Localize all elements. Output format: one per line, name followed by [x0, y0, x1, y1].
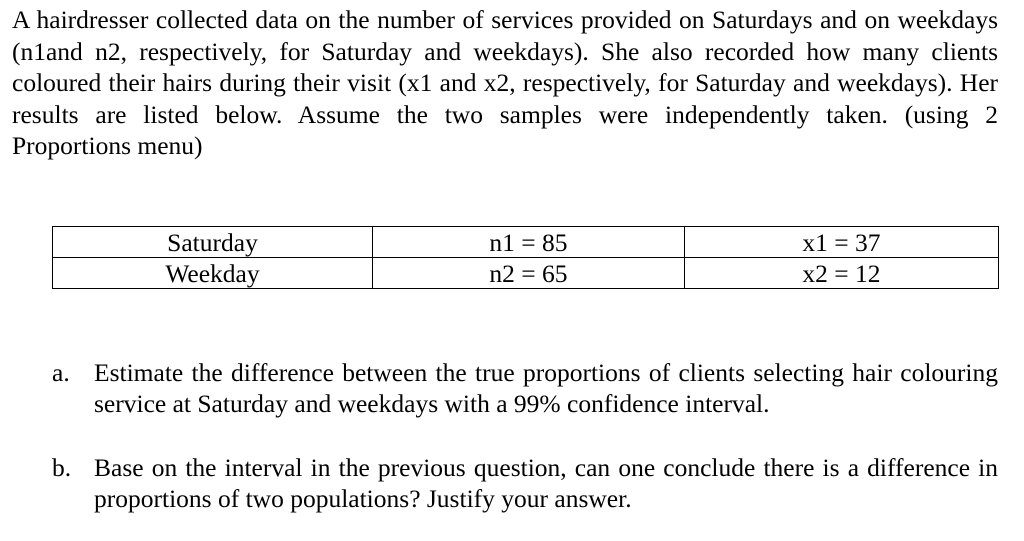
table-row-saturday — [53, 227, 999, 258]
question-a-marker: a. — [52, 358, 70, 387]
row-label-weekday: Weekday — [53, 258, 373, 289]
table-row-weekday — [53, 258, 999, 289]
successes-weekday: x2 = 12 — [685, 258, 999, 289]
question-a — [52, 357, 998, 419]
question-b-marker: b. — [52, 453, 72, 482]
successes-saturday: x1 = 37 — [685, 227, 999, 258]
question-a-text: Estimate the difference between the true proportions of clients selecting hair colouring service at Saturday and weekdays with a 99% confidence interval. — [94, 358, 998, 418]
sample-size-saturday: n1 = 85 — [373, 227, 685, 258]
sample-size-weekday: n2 = 65 — [373, 258, 685, 289]
data-table — [52, 226, 999, 289]
question-b — [52, 452, 998, 514]
problem-statement: A hairdresser collected data on the number of services provided on Saturdays and on weekdays (n1and n2, respectively, for Saturday and weekdays). She also recorded how many clients coloured their hairs during their visit (x1 and x2, respectively, for Saturday and weekdays). Her results are listed below. Assume the two samples were independently taken. (using 2 Proportions menu) — [12, 5, 998, 160]
row-label-saturday: Saturday — [53, 227, 373, 258]
question-b-text: Base on the interval in the previous question, can one conclude there is a difference in proportions of two populations? Justify your answer. — [94, 453, 998, 513]
